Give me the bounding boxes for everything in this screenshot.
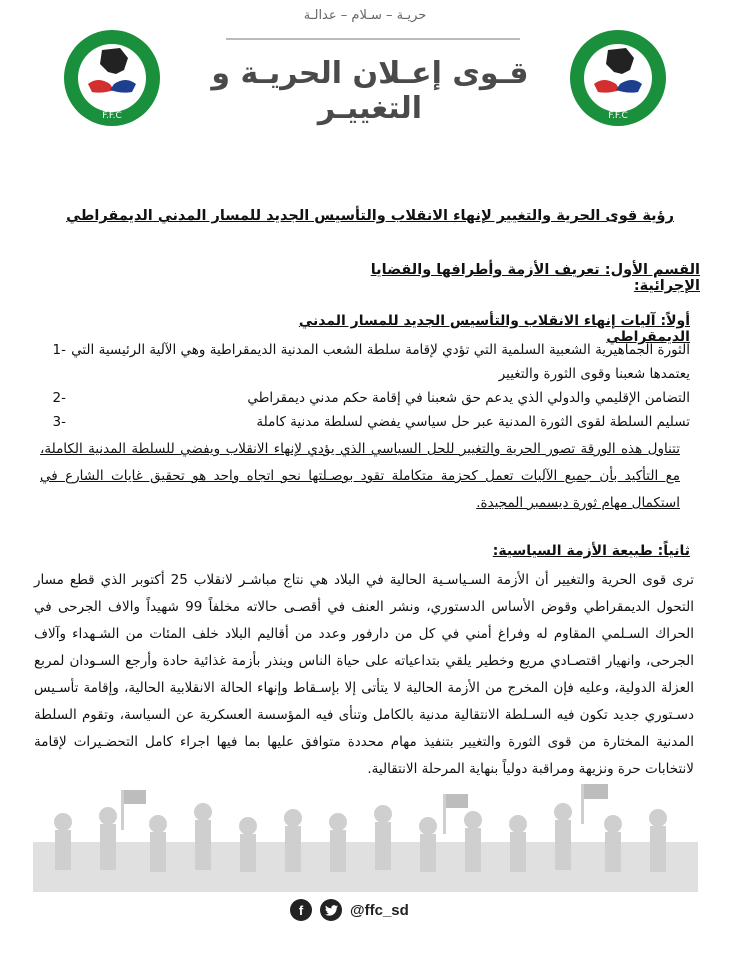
section2-heading: ثانياً: طبيعة الأزمة السياسية: <box>492 543 690 559</box>
list-item-text: التضامن الإقليمي والدولي الذي يدعم حق شعبنا في إقامة حكم مدني ديمقراطي <box>247 390 690 406</box>
list-item-text: تسليم السلطة لقوى الثورة المدنية عبر حل سياسي يفضي لسلطة مدنية كاملة <box>256 414 690 430</box>
section1-heading: القسم الأول: تعريف الأزمة وأطرافها والقضايا الإجرائية: <box>370 262 700 294</box>
mechanisms-list <box>30 338 690 434</box>
mechanisms-heading: أولاً: آليات إنهاء الانقلاب والتأسيس الجديد للمسار المدني الديمقراطي <box>298 313 690 345</box>
social-footer <box>290 898 440 922</box>
header-divider <box>226 38 520 40</box>
list-item-number: -3 <box>52 414 66 430</box>
social-handle[interactable]: @ffc_sd <box>350 901 409 919</box>
list-item-number: -2 <box>52 390 66 406</box>
section2-body: ترى قوى الحرية والتغيير أن الأزمة السـياسـية الحالية في البلاد هي نتاج مباشـر لانقلاب 25 أكتوبر الذي قطع مسار التحول الديمقراطي وقوض الأساس الدستوري، ونشر العنف في أقصـى حالاته مخلفاً 99 شهيداً والاف الجرحى في الحراك السـلمي المقاوم له وفراغ أمني في كل من دارفور وعدد من أقاليم البلاد خلف المئات من الشـهداء وآلاف الجرحى، وانهيار اقتصـادي مريع وخطير يلقي بتداعياته على حياة الناس وينذر بأزمة غذائية حادة وأرجع السـودان لمربع العزلة الدولية، وعليه فإن المخرج من الأزمة الحالية لا يتأتى إلا بإسـقاط وإنهاء الحالة الانقلابية الحالية، وإقامة تأسـيس دسـتوري جديد تكون فيه السـلطة الانتقالية مدنية بالكامل وتنأى فيه المؤسسة العسكرية عن السياسة، وتقوم السلطة المدنية المختارة من قوى الثورة والتغيير بتنفيذ مهام محددة متوافق عليها بما فيها اجراء كامل التحضـيرات لإقامة لانتخابات حرة ونزيهة ومراقبة دولياً بنهاية المرحلة الانتقالية. <box>34 572 695 777</box>
ffc-logo-left <box>62 28 162 128</box>
header-banner-title: قـوى إعـلان الحريـة و التغييـر <box>211 56 529 126</box>
list-item <box>30 386 690 410</box>
list-item-text: الثورة الجماهيرية الشعبية السلمية التي تؤدي لإقامة سلطة الشعب المدنية الديمقراطية وهي الآلية الرئيسية التي يعتمدها شعبنا وقوى الثورة والتغيير <box>71 342 690 382</box>
header-motto: حريـة – سـلام – عدالـة <box>303 8 427 23</box>
list-item <box>30 338 690 386</box>
logo-abbr: F.F.C <box>608 111 628 121</box>
list-item-number: -1 <box>52 342 66 358</box>
summary-paragraph: تتناول هذه الورقة تصور الحرية والتغيير للحل السياسي الذي يؤدي لإنهاء الانقلاب ويفضي للسلطة المدنية الكاملة، مع التأكيد بأن جميع الآليات تعمل كحزمة متكاملة تقود بوصـلتها نحو اتجاه واحد هو تحقيق غايات الشارع في استكمال مهام ثورة ديسمبر المجيدة. <box>40 441 680 511</box>
logo-abbr: F.F.C <box>102 111 122 121</box>
facebook-icon[interactable]: f <box>290 899 312 921</box>
document-title: رؤية قوى الحرية والتغيير لإنهاء الانقلاب والتأسيس الجديد للمسار المدني الديمقراطي <box>66 208 674 224</box>
crowd-illustration <box>33 782 698 892</box>
list-item <box>30 410 690 434</box>
ffc-logo-right <box>568 28 668 128</box>
twitter-icon[interactable] <box>320 899 342 921</box>
